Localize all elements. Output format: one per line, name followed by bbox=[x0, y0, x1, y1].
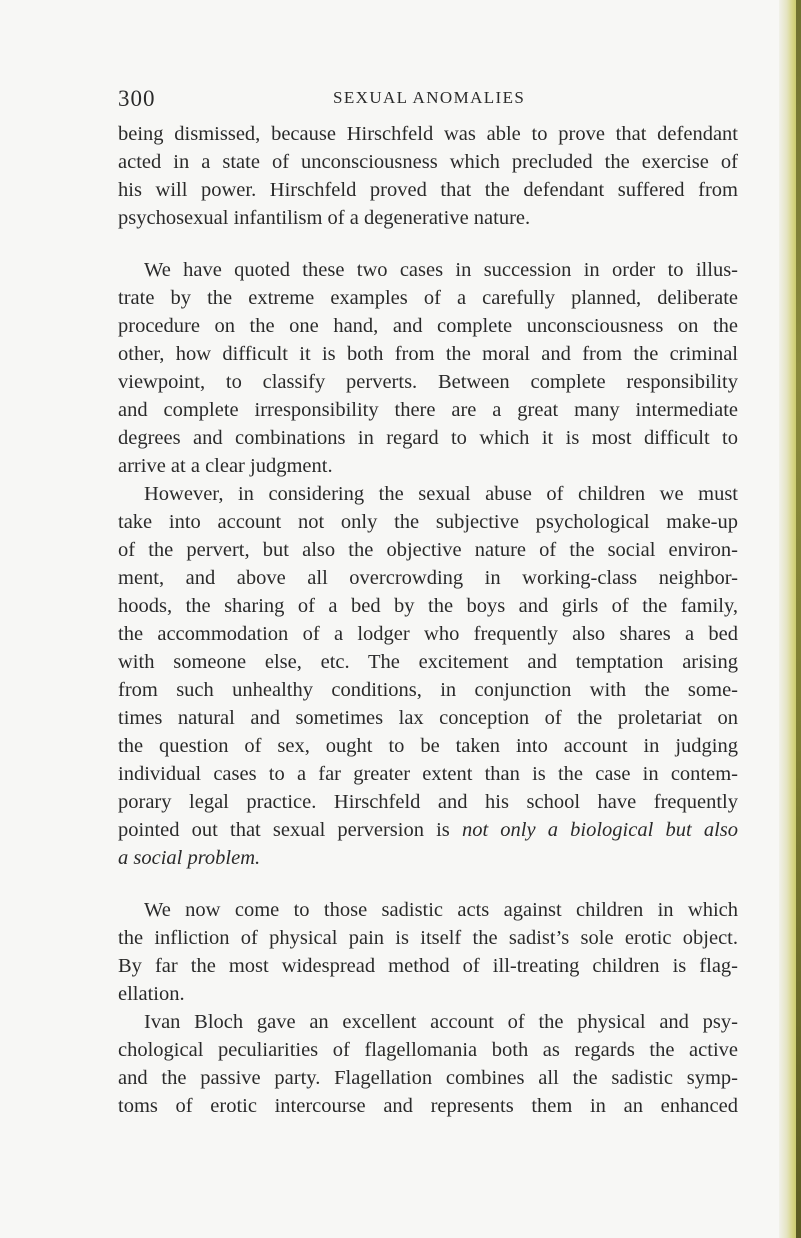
text-line: chological peculiarities of flagellomania both as regards the active bbox=[118, 1039, 738, 1061]
paragraph-spacing bbox=[118, 872, 738, 896]
text-line: arrive at a clear judgment. bbox=[118, 455, 333, 477]
text-line: and complete irresponsibility there are a great many intermediate bbox=[118, 399, 738, 421]
running-header bbox=[118, 86, 718, 116]
text-line: psychosexual infantilism of a degenerative nature. bbox=[118, 207, 531, 229]
text-line: his will power. Hirschfeld proved that the defendant suffered from bbox=[118, 179, 738, 201]
text-line: However, in considering the sexual abuse of children we must bbox=[144, 483, 738, 505]
running-title: SEXUAL ANOMALIES bbox=[333, 88, 526, 107]
text-line: and the passive party. Flagellation combines all the sadistic symp- bbox=[118, 1067, 738, 1089]
text-line: the accommodation of a lodger who frequently also shares a bed bbox=[118, 623, 738, 645]
italic-emphasis: not only a biological but also bbox=[461, 819, 738, 841]
text-line: from such unhealthy conditions, in conjunction with the some- bbox=[118, 679, 738, 701]
text-line: other, how difficult it is both from the moral and from the criminal bbox=[118, 343, 738, 365]
text-line: of the pervert, but also the objective nature of the social environ- bbox=[118, 539, 738, 561]
text-line: toms of erotic intercourse and represents them in an enhanced bbox=[118, 1095, 738, 1117]
text-line: take into account not only the subjective psychological make-up bbox=[118, 511, 738, 533]
text-line: times natural and sometimes lax conception of the proletariat on bbox=[118, 707, 738, 729]
paragraph-spacing bbox=[118, 232, 738, 256]
book-binding-edge bbox=[796, 0, 801, 1238]
text-line: procedure on the one hand, and complete unconsciousness on the bbox=[118, 315, 738, 337]
paragraph-1 bbox=[118, 120, 738, 232]
text-line: We now come to those sadistic acts against children in which bbox=[144, 899, 738, 921]
text-line-italic bbox=[118, 844, 738, 872]
text-line: hoods, the sharing of a bed by the boys and girls of the family, bbox=[118, 595, 738, 617]
text-line: with someone else, etc. The excitement and temptation arising bbox=[118, 651, 738, 673]
body-text bbox=[118, 120, 738, 1120]
paragraph-2 bbox=[118, 256, 738, 480]
text-line: ment, and above all overcrowding in working-class neighbor- bbox=[118, 567, 738, 589]
text-fragment: pointed out that sexual perversion is bbox=[118, 819, 462, 841]
text-line: viewpoint, to classify perverts. Between complete responsibility bbox=[118, 371, 738, 393]
italic-emphasis: a social problem. bbox=[118, 847, 261, 869]
text-line: the infliction of physical pain is itself the sadist’s sole erotic object. bbox=[118, 927, 738, 949]
text-line: trate by the extreme examples of a carefully planned, deliberate bbox=[118, 287, 738, 309]
text-line: acted in a state of unconsciousness which precluded the exercise of bbox=[118, 151, 738, 173]
text-line: Ivan Bloch gave an excellent account of the physical and psy- bbox=[144, 1011, 738, 1033]
text-line: We have quoted these two cases in succession in order to illus- bbox=[144, 259, 738, 281]
text-line: the question of sex, ought to be taken into account in judging bbox=[118, 735, 738, 757]
page-number: 300 bbox=[118, 86, 156, 111]
text-line: being dismissed, because Hirschfeld was able to prove that defendant bbox=[118, 123, 738, 145]
text-line: porary legal practice. Hirschfeld and his school have frequently bbox=[118, 791, 738, 813]
text-line-with-emphasis bbox=[118, 816, 738, 844]
text-line: individual cases to a far greater extent than is the case in contem- bbox=[118, 763, 738, 785]
paragraph-5 bbox=[118, 1008, 738, 1120]
text-line: ellation. bbox=[118, 983, 185, 1005]
text-line: By far the most widespread method of ill-treating children is flag- bbox=[118, 955, 738, 977]
paragraph-3 bbox=[118, 480, 738, 872]
paragraph-4 bbox=[118, 896, 738, 1008]
text-line: degrees and combinations in regard to which it is most difficult to bbox=[118, 427, 738, 449]
